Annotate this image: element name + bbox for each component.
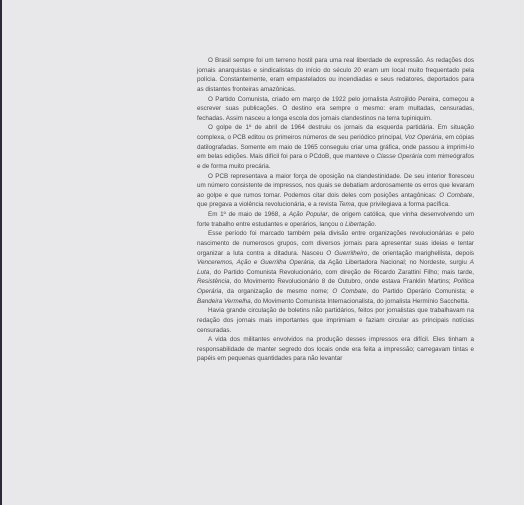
italic-title: Libertação bbox=[345, 220, 375, 228]
italic-title: Voz Operária bbox=[404, 134, 442, 141]
paragraph: Em 1º de maio de 1968, a Ação Popular, de origem católica, que vinha desenvolvendo um forte trabalho entre estudantes e operários, lançou o Libertação. bbox=[197, 211, 474, 228]
italic-title: Bandeira Vermelha bbox=[197, 297, 251, 305]
paragraph: A vida dos militantes envolvidos na produção desses impressos era difícil. Eles tinham a responsabilidade de manter segredo dos locais onde era feita a impressão; carregavam tintas e papéis em pequenas quantidades para não levantar bbox=[197, 336, 474, 363]
italic-title: Venceremos, Ação e Guerrilha Operária bbox=[197, 259, 314, 267]
italic-title: O Combate bbox=[439, 191, 473, 199]
article-body bbox=[197, 56, 474, 364]
italic-title: Tema bbox=[338, 201, 355, 209]
italic-title: Ação Popular bbox=[288, 211, 328, 218]
italic-title: Classe Operária bbox=[376, 153, 423, 161]
paragraph: O PCB representava a maior força de oposição na clandestinidade. De seu interior floresceu um número consistente de impressos, nos quais se debatiam ardorosamente os erros que levaram ao golpe e que rumos tomar. Podemos citar dois deles com posições antagônicas: O Combate, que pregava a violência revolucionária, e a revista Tema, que privilegiava a forma pacífica. bbox=[197, 172, 474, 209]
italic-title: O Combate bbox=[332, 288, 367, 295]
italic-title: Resistência bbox=[197, 278, 230, 286]
paragraph: O Partido Comunista, criado em março de 1922 pelo jornalista Astrojildo Pereira, começou a escrever suas publicações. O destino era sempre o mesmo: eram multadas, censuradas, fechadas. Assim nasceu a longa escola dos jornais clandestinos na terra tupiniquim. bbox=[197, 95, 474, 122]
paragraph: O Brasil sempre foi um terreno hostil para uma real liberdade de expressão. As redações dos jornais anarquistas e sindicalistas do início do século 20 eram um local muito frequentado pela polícia. Constantemente, eram empastelados ou incendiadas e seus redatores, deportados para as distantes fronteiras amazônicas. bbox=[197, 57, 474, 93]
paragraph: Havia grande circulação de boletins não partidários, feitos por jornalistas que trabalhavam na redação dos jornais mais importantes que imprimiam e faziam circular as principais notícias censuradas. bbox=[197, 307, 474, 334]
paragraph: O golpe de 1º de abril de 1964 destruiu os jornais da esquerda partidária. Em situação complexa, o PCB editou os primeiros números de seu periódico principal, Voz Operária, em cópias datilografadas. Somente em maio de 1965 conseguiu criar uma gráfica, onde passou a imprimi-lo em belas edições. Mais difícil foi para o PCdoB, que manteve o Classe Operária com mimeógrafos e de forma muito precária. bbox=[197, 124, 474, 170]
paragraph: Esse período foi marcado também pela divisão entre organizações revolucionárias e pelo nascimento de numerosos grupos, com diversos jornais para apresentar suas ideias e tentar organizar a luta contra a ditadura. Nasceu O Guerrilheiro, de orientação marighellista, depois Venceremos, Ação e Guerrilha Operária, da Ação Libertadora Nacional; no Nordeste, surgiu A Luta, do Partido Comunista Revolucionário, com direção de Ricardo Zarattini Filho; mais tarde, Resistência, do Movimento Revolucionário 8 de Outubro, onde estava Franklin Martins; Política Operária, da organização de mesmo nome; O Combate, do Partido Operário Comunista; e Bandeira Vermelha, do Movimento Comunista Internacionalista, do jornalista Hermínio Sacchetta. bbox=[197, 230, 474, 305]
italic-title: O Guerrilheiro bbox=[326, 249, 368, 257]
italic-title: A Luta bbox=[197, 259, 474, 276]
italic-title: Política Operária bbox=[197, 278, 474, 295]
